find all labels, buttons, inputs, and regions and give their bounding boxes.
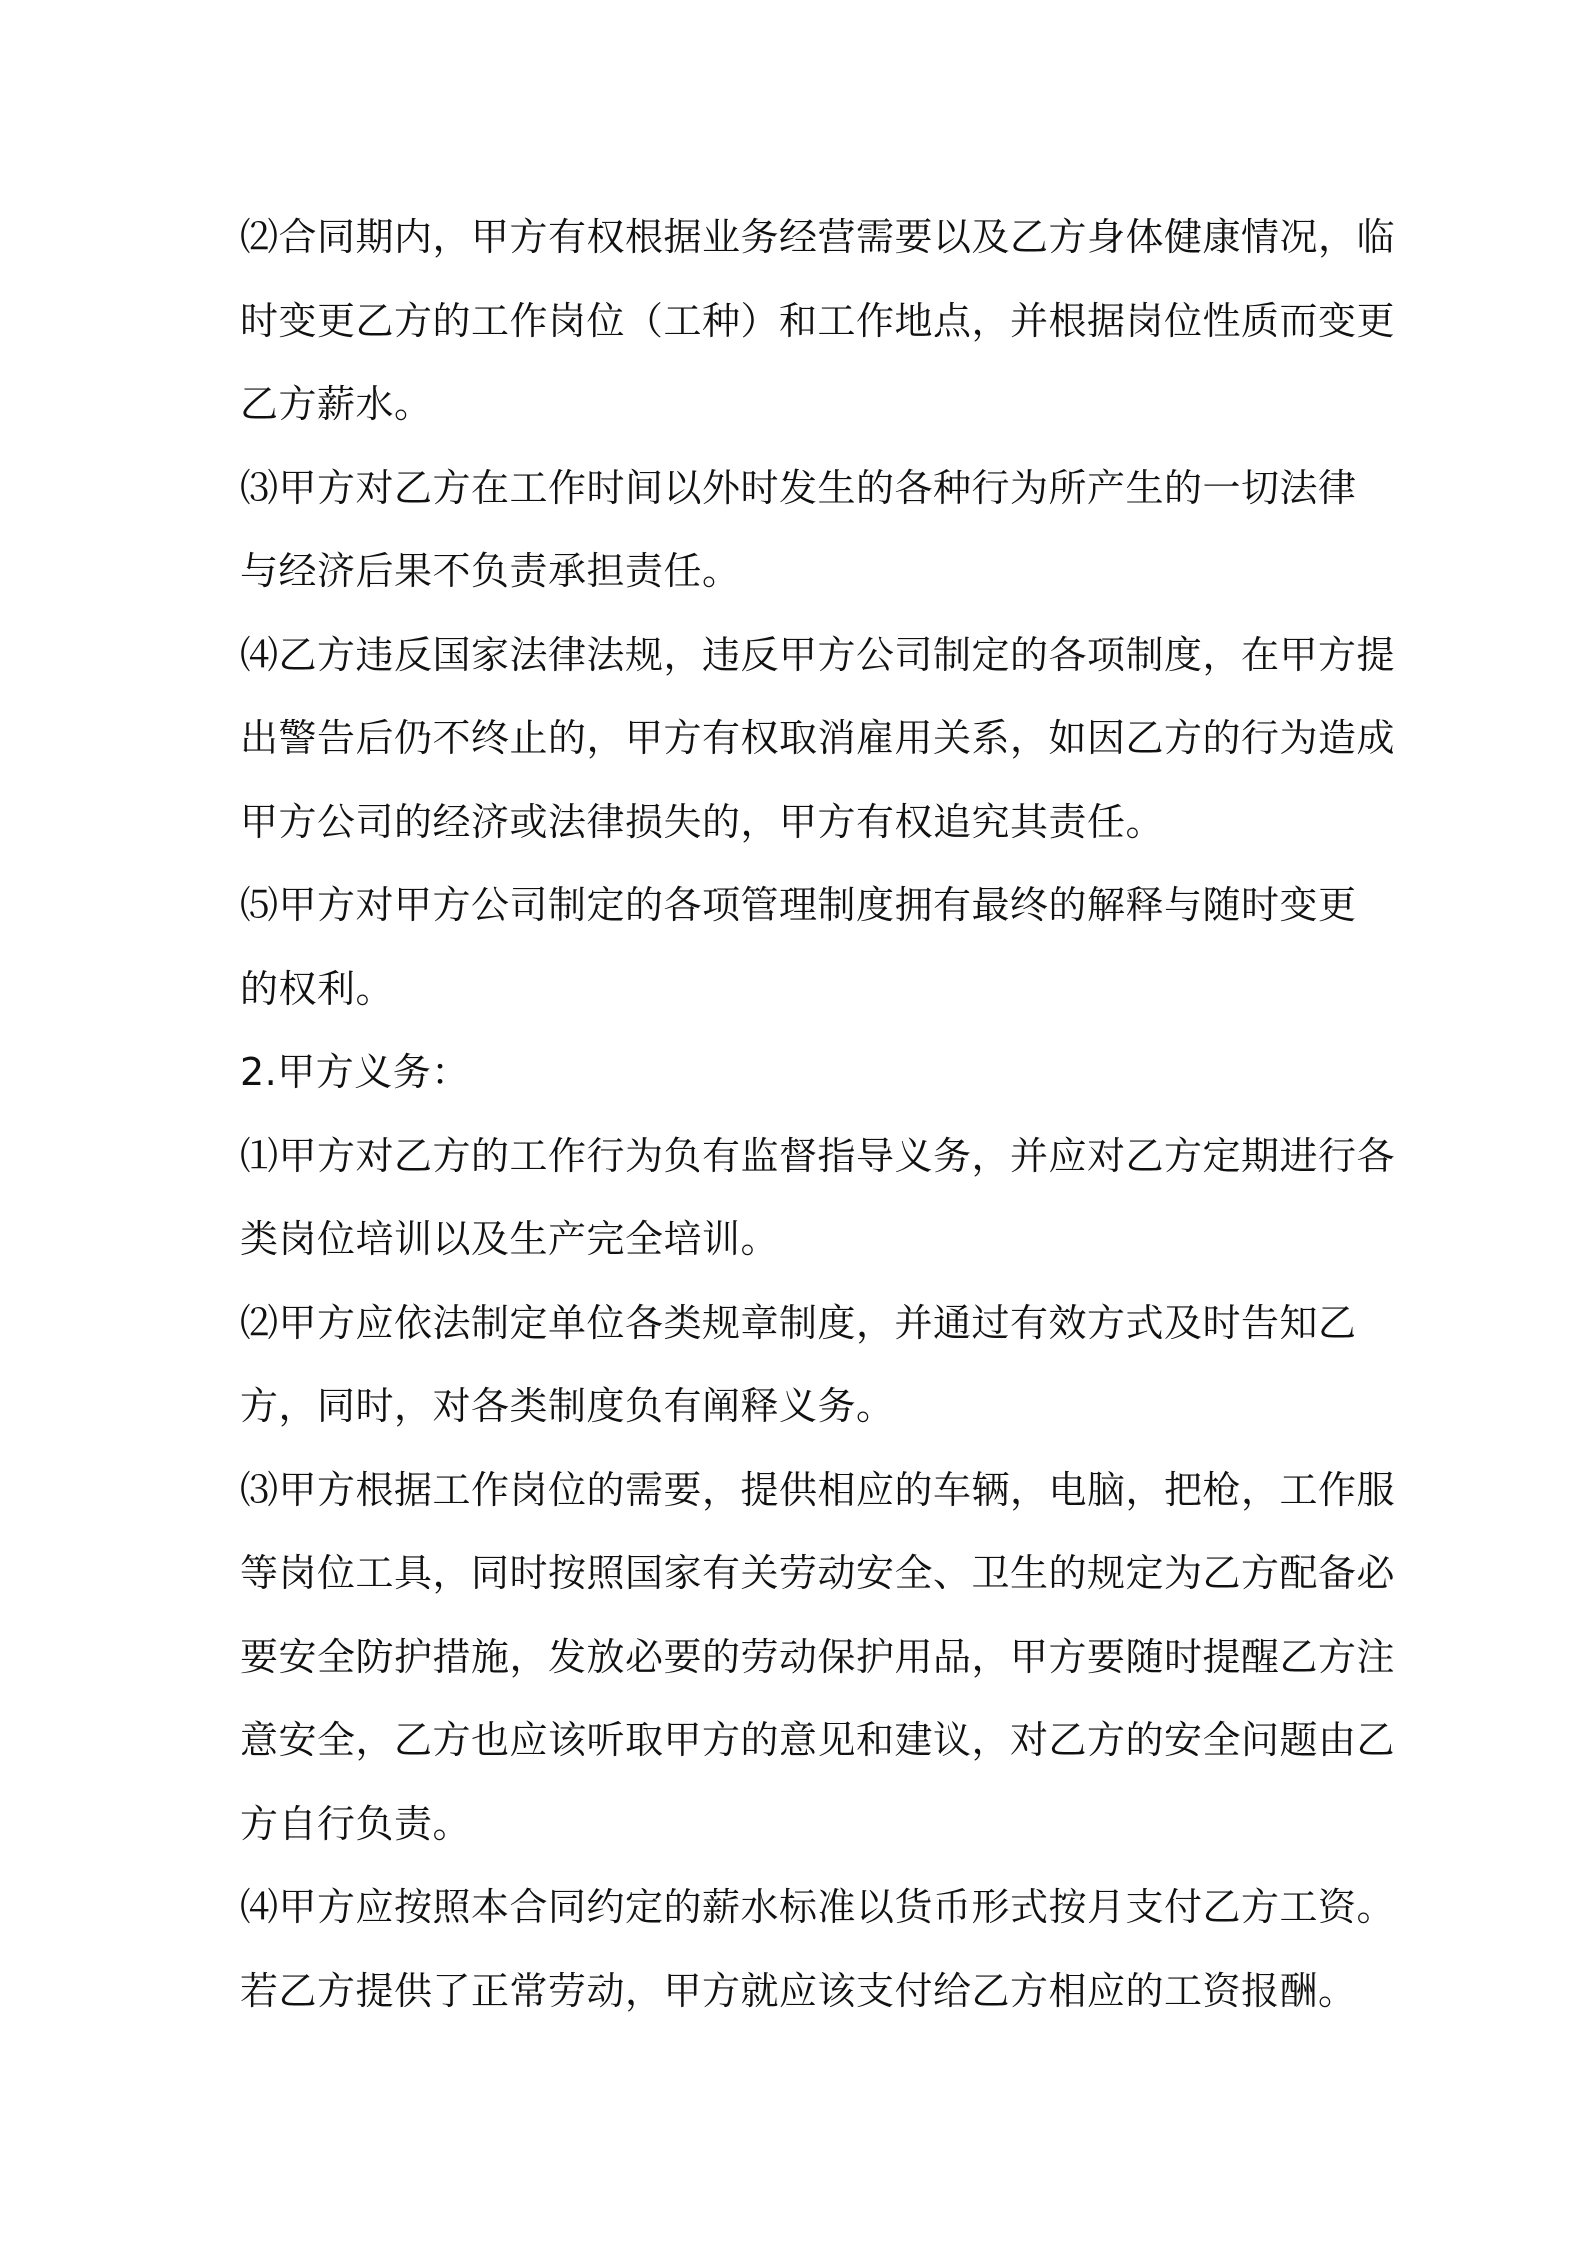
text-line: 的权利。 — [240, 966, 395, 1011]
section-heading-obligations — [240, 1031, 1350, 1115]
paragraph-obligation-3 — [240, 1449, 1396, 1867]
text-line: 若乙方提供了正常劳动，甲方就应该支付给乙方相应的工资报酬。 — [240, 1968, 1357, 2013]
paragraph-right-5 — [240, 864, 1357, 1031]
text-line: 方自行负责。 — [240, 1801, 472, 1846]
text-line: ⑸甲方对甲方公司制定的各项管理制度拥有最终的解释与随时变更 — [240, 883, 1357, 927]
text-line: 2.甲方义务： — [240, 1050, 470, 1094]
paragraph-right-3 — [240, 447, 1357, 614]
text-line: ⑶甲方根据工作岗位的需要，提供相应的车辆，电脑，把枪，工作服 — [240, 1467, 1396, 1512]
paragraph-obligation-4 — [240, 1866, 1396, 2033]
text-line: ⑶甲方对乙方在工作时间以外时发生的各种行为所产生的一切法律 — [240, 465, 1357, 510]
text-line: 时变更乙方的工作岗位（工种）和工作地点，并根据岗位性质而变更 — [240, 298, 1396, 343]
paragraph-obligation-1 — [240, 1115, 1396, 1282]
text-line: ⑷乙方违反国家法律法规，违反甲方公司制定的各项制度，在甲方提 — [240, 632, 1396, 677]
paragraph-right-4 — [240, 614, 1396, 865]
text-line: 与经济后果不负责承担责任。 — [240, 549, 741, 593]
document-body — [240, 196, 1396, 2033]
text-line: ⑷甲方应按照本合同约定的薪水标准以货币形式按月支付乙方工资。 — [240, 1885, 1396, 1929]
text-line: ⑴甲方对乙方的工作行为负有监督指导义务，并应对乙方定期进行各 — [240, 1133, 1396, 1178]
paragraph-right-2 — [240, 196, 1396, 447]
text-line: 出警告后仍不终止的，甲方有权取消雇用关系，如因乙方的行为造成 — [240, 716, 1396, 760]
text-line: 类岗位培训以及生产完全培训。 — [240, 1217, 780, 1261]
paragraph-obligation-2 — [240, 1282, 1357, 1449]
text-line: ⑵甲方应依法制定单位各类规章制度，并通过有效方式及时告知乙 — [240, 1300, 1357, 1345]
text-line: 方，同时，对各类制度负有阐释义务。 — [240, 1384, 895, 1428]
text-line: 乙方薪水。 — [240, 382, 433, 426]
text-line: ⑵合同期内，甲方有权根据业务经营需要以及乙方身体健康情况，临 — [240, 215, 1396, 259]
text-line: 意安全，乙方也应该听取甲方的意见和建议，对乙方的安全问题由乙 — [240, 1718, 1396, 1762]
text-line: 要安全防护措施，发放必要的劳动保护用品，甲方要随时提醒乙方注 — [240, 1634, 1396, 1679]
text-line: 等岗位工具，同时按照国家有关劳动安全、卫生的规定为乙方配备必 — [240, 1551, 1396, 1595]
text-line: 甲方公司的经济或法律损失的，甲方有权追究其责任。 — [240, 799, 1165, 844]
